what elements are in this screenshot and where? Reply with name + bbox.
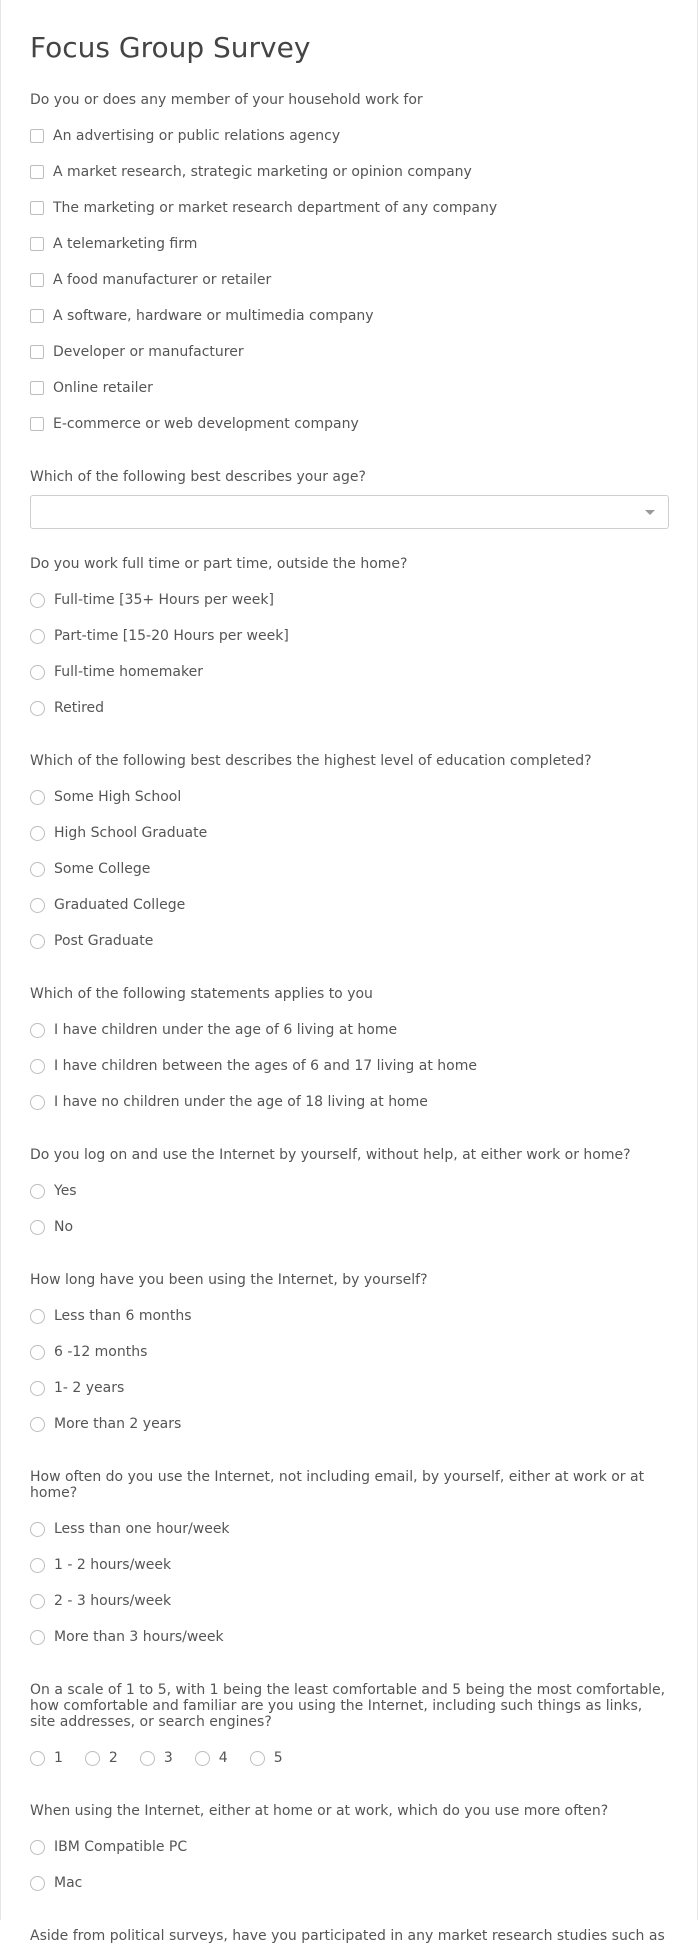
radio-button[interactable] [30, 934, 45, 949]
checkbox-option[interactable] [30, 226, 669, 262]
radio-button[interactable] [30, 1840, 45, 1855]
question-market-research [30, 1928, 669, 1944]
radio-button[interactable] [30, 1558, 45, 1573]
age-select[interactable] [30, 495, 669, 529]
option-label[interactable]: High School Graduate [54, 825, 208, 841]
question-internet-frequency [30, 1469, 669, 1655]
question-label: When using the Internet, either at home or at work, which do you use more often? [30, 1803, 609, 1819]
radio-option[interactable] [30, 1334, 669, 1370]
radio-option[interactable] [30, 1547, 669, 1583]
scale-option[interactable] [85, 1740, 118, 1776]
radio-option[interactable] [30, 1619, 669, 1655]
checkbox[interactable] [30, 129, 44, 143]
radio-button[interactable] [30, 790, 45, 805]
radio-option[interactable] [30, 815, 669, 851]
option-label[interactable]: 1- 2 years [54, 1380, 125, 1396]
option-label[interactable]: Yes [54, 1183, 77, 1199]
radio-button[interactable] [30, 1522, 45, 1537]
radio-button[interactable] [140, 1751, 155, 1766]
page-title: Focus Group Survey [30, 31, 311, 64]
option-label[interactable]: 6 -12 months [54, 1344, 148, 1360]
question-comfort-scale [30, 1682, 669, 1776]
checkbox-group [30, 118, 669, 442]
checkbox[interactable] [30, 417, 44, 431]
checkbox[interactable] [30, 345, 44, 359]
radio-group [30, 1173, 669, 1245]
radio-option[interactable] [30, 1370, 669, 1406]
option-label[interactable]: 1 - 2 hours/week [54, 1557, 172, 1573]
radio-option[interactable] [30, 1209, 669, 1245]
radio-button[interactable] [30, 898, 45, 913]
radio-button[interactable] [30, 1381, 45, 1396]
option-label[interactable]: 2 - 3 hours/week [54, 1593, 172, 1609]
option-label[interactable]: 1 [54, 1750, 63, 1766]
radio-option[interactable] [30, 1084, 669, 1120]
radio-option[interactable] [30, 654, 669, 690]
option-label[interactable]: Graduated College [54, 897, 186, 913]
radio-button[interactable] [250, 1751, 265, 1766]
checkbox-option[interactable] [30, 298, 669, 334]
checkbox-option[interactable] [30, 334, 669, 370]
radio-button[interactable] [30, 1594, 45, 1609]
radio-option[interactable] [30, 779, 669, 815]
question-label: How often do you use the Internet, not including email, by yourself, either at work or at home? [30, 1469, 645, 1501]
question-label: Which of the following best describes the highest level of education completed? [30, 753, 592, 769]
scale-option[interactable] [140, 1740, 173, 1776]
radio-button[interactable] [30, 593, 45, 608]
radio-button[interactable] [30, 1023, 45, 1038]
radio-button[interactable] [30, 1095, 45, 1110]
radio-option[interactable] [30, 1298, 669, 1334]
radio-button[interactable] [30, 1630, 45, 1645]
checkbox-option[interactable] [30, 190, 669, 226]
radio-button[interactable] [85, 1751, 100, 1766]
option-label[interactable]: A market research, strategic marketing or opinion company [53, 164, 472, 180]
radio-option[interactable] [30, 1829, 669, 1865]
question-internet-duration [30, 1272, 669, 1442]
question-label: Which of the following statements applies to you [30, 986, 373, 1002]
option-label[interactable]: An advertising or public relations agency [53, 128, 341, 144]
question-label: Which of the following best describes your age? [30, 469, 366, 485]
option-label[interactable]: 2 [108, 1750, 118, 1766]
question-label: Aside from political surveys, have you participated in any market research studies such as [30, 1928, 665, 1944]
rating-scale [30, 1740, 669, 1776]
question-internet-use [30, 1147, 669, 1245]
option-label[interactable]: Online retailer [53, 380, 153, 396]
scale-option[interactable] [195, 1740, 228, 1776]
radio-button[interactable] [30, 1751, 45, 1766]
option-label[interactable]: IBM Compatible PC [54, 1839, 188, 1855]
radio-group [30, 1511, 669, 1655]
option-label[interactable]: More than 3 hours/week [54, 1629, 224, 1645]
checkbox-option[interactable] [30, 154, 669, 190]
scale-option[interactable] [30, 1740, 63, 1776]
radio-button[interactable] [30, 1876, 45, 1891]
radio-button[interactable] [30, 701, 45, 716]
question-label: Do you log on and use the Internet by yourself, without help, at either work or home? [30, 1147, 631, 1163]
question-employment [30, 556, 669, 726]
question-label: How long have you been using the Internet, by yourself? [30, 1272, 428, 1288]
question-label: Do you or does any member of your household work for [30, 92, 423, 108]
option-label[interactable]: I have children under the age of 6 living at home [54, 1022, 398, 1038]
radio-option[interactable] [30, 1048, 669, 1084]
radio-group [30, 1012, 669, 1120]
checkbox[interactable] [30, 201, 44, 215]
radio-option[interactable] [30, 1173, 669, 1209]
option-label[interactable]: Part-time [15-20 Hours per week] [54, 628, 289, 644]
radio-button[interactable] [30, 1417, 45, 1432]
survey-form [1, 0, 697, 1944]
option-label[interactable]: 4 [218, 1750, 228, 1766]
checkbox-option[interactable] [30, 118, 669, 154]
radio-button[interactable] [30, 1184, 45, 1199]
question-label: Do you work full time or part time, outside the home? [30, 556, 408, 572]
question-computer-type [30, 1803, 669, 1901]
checkbox-option[interactable] [30, 262, 669, 298]
radio-option[interactable] [30, 1865, 669, 1901]
question-household-work [30, 92, 669, 442]
option-label[interactable]: Some College [54, 861, 151, 877]
radio-group [30, 779, 669, 959]
checkbox[interactable] [30, 237, 44, 251]
checkbox[interactable] [30, 165, 44, 179]
radio-option[interactable] [30, 923, 669, 959]
checkbox[interactable] [30, 381, 44, 395]
option-label[interactable]: Less than one hour/week [54, 1521, 230, 1537]
question-education [30, 753, 669, 959]
radio-button[interactable] [30, 1059, 45, 1074]
option-label[interactable]: A software, hardware or multimedia company [53, 308, 374, 324]
radio-button[interactable] [30, 1345, 45, 1360]
option-label[interactable]: More than 2 years [54, 1416, 182, 1432]
option-label[interactable]: A food manufacturer or retailer [53, 272, 272, 288]
radio-option[interactable] [30, 690, 669, 726]
checkbox[interactable] [30, 309, 44, 323]
option-label[interactable]: Retired [54, 700, 105, 716]
radio-button[interactable] [30, 1309, 45, 1324]
radio-option[interactable] [30, 1583, 669, 1619]
radio-button[interactable] [30, 826, 45, 841]
option-label[interactable]: 3 [163, 1750, 173, 1766]
radio-group [30, 582, 669, 726]
radio-option[interactable] [30, 1012, 669, 1048]
radio-option[interactable] [30, 582, 669, 618]
radio-button[interactable] [30, 1220, 45, 1235]
radio-button[interactable] [30, 665, 45, 680]
radio-button[interactable] [30, 862, 45, 877]
scale-option[interactable] [250, 1740, 283, 1776]
option-label[interactable]: I have children between the ages of 6 and 17 living at home [54, 1058, 477, 1074]
option-label[interactable]: The marketing or market research department of any company [53, 200, 498, 216]
checkbox[interactable] [30, 273, 44, 287]
option-label[interactable]: I have no children under the age of 18 living at home [54, 1094, 428, 1110]
chevron-down-icon [645, 510, 655, 515]
radio-group [30, 1829, 669, 1901]
radio-group [30, 1298, 669, 1442]
option-label[interactable]: Less than 6 months [54, 1308, 192, 1324]
question-label: On a scale of 1 to 5, with 1 being the least comfortable and 5 being the most comfortable, how comfortable and familiar are you using the Internet, including such things as links, site addresses, or search engines? [30, 1682, 666, 1730]
option-label[interactable]: Post Graduate [54, 933, 154, 949]
checkbox-option[interactable] [30, 370, 669, 406]
option-label[interactable]: No [54, 1219, 74, 1235]
radio-option[interactable] [30, 887, 669, 923]
option-label[interactable]: Full-time [35+ Hours per week] [54, 592, 274, 608]
radio-option[interactable] [30, 618, 669, 654]
radio-button[interactable] [30, 629, 45, 644]
option-label[interactable]: Developer or manufacturer [53, 344, 244, 360]
option-label[interactable]: E-commerce or web development company [53, 416, 359, 432]
option-label[interactable]: Some High School [54, 789, 182, 805]
question-age [30, 469, 669, 529]
option-label[interactable]: 5 [273, 1750, 283, 1766]
option-label[interactable]: A telemarketing firm [53, 236, 198, 252]
radio-option[interactable] [30, 851, 669, 887]
question-children [30, 986, 669, 1120]
option-label[interactable]: Full-time homemaker [54, 664, 203, 680]
radio-option[interactable] [30, 1406, 669, 1442]
radio-option[interactable] [30, 1511, 669, 1547]
radio-button[interactable] [195, 1751, 210, 1766]
checkbox-option[interactable] [30, 406, 669, 442]
option-label[interactable]: Mac [54, 1875, 83, 1891]
